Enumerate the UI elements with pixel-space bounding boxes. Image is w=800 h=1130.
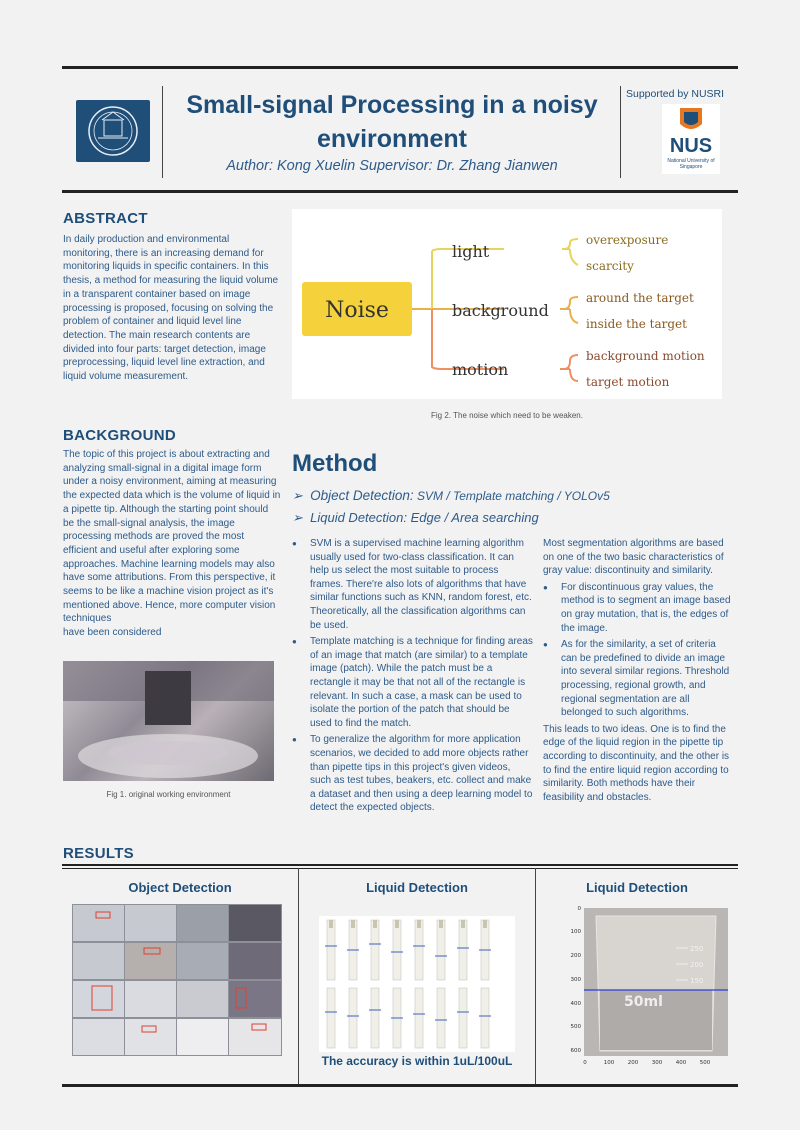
poster-title: Small-signal Processing in a noisy environment (186, 91, 598, 153)
y-tick-600: 600 (570, 1048, 581, 1054)
y-tick-200: 200 (570, 953, 581, 959)
results-object-detection (62, 868, 298, 1084)
fig2-caption: Fig 2. The noise which need to be weaken. (431, 411, 583, 420)
results-liquid-detection-1 (299, 868, 535, 1084)
bullet-template-matching: ● Template matching is a technique for finding areas of an image that match (are similar) to a template image (patch). While the patch must be a rectangle it may be that not all of the rectangle is relevant. In such a case, a mask can be used to isolate the portion of the patch that should be used to find the match. (292, 635, 534, 730)
beaker-text: 50ml (624, 994, 663, 1010)
bullet-discontinuous: ● For discontinuous gray values, the method is to segment an image based on gray mutation, that is, the edges of the image. (543, 581, 733, 635)
abstract-heading: ABSTRACT (63, 210, 148, 227)
segmentation-intro: Most segmentation algorithms are based on one of the two basic characteristics of gray value: discontinuity and similarity. (543, 538, 724, 577)
noise-leaf-around-target: around the target (586, 291, 694, 305)
bullet-generalize: ● To generalize the algorithm for more application scenarios, we decided to add more objects rather than pipette tips in this project's given videos, such as test tubes, beakers, etc. collect and make a dataset and then using a deep learning model to detect the expected objects. (292, 733, 534, 815)
poster-authors: Author: Kong Xuelin Supervisor: Dr. Zhang Jianwen (226, 158, 558, 174)
y-tick-400: 400 (570, 1001, 581, 1007)
pipette-grid (319, 916, 515, 1052)
beaker-mark-150: 150 (690, 977, 704, 985)
fig1-caption: Fig 1. original working environment (106, 790, 231, 799)
noise-diagram (292, 209, 722, 399)
header-divider-left (162, 86, 163, 178)
x-tick-300: 300 (651, 1060, 663, 1066)
y-tick-300: 300 (570, 977, 581, 983)
beaker-mark-250: 250 (690, 945, 704, 953)
method-left-bullets (292, 537, 534, 818)
supported-by: Supported by NUSRI (626, 88, 725, 100)
background-text (63, 448, 281, 640)
bullet-similarity: ● As for the similarity, a set of criteria can be predefined to divide an image into several similar regions. Threshold processing, regional growth, and regional segmentation are all belonged to such algorithms. (543, 638, 733, 720)
method-liquid-detection (292, 510, 539, 526)
noise-branch-background: background (452, 301, 549, 320)
y-tick-100: 100 (570, 929, 581, 935)
results-panel (62, 868, 738, 1086)
method-right-column (543, 537, 733, 804)
noise-leaf-target-motion: target motion (586, 375, 670, 389)
arrow-icon: ➢ (292, 488, 311, 503)
x-tick-100: 100 (603, 1060, 615, 1066)
hit-logo (76, 100, 150, 162)
beaker-plot (566, 906, 732, 1068)
nus-logo (662, 104, 720, 174)
y-tick-0: 0 (577, 906, 581, 912)
results-heading: RESULTS (63, 845, 134, 862)
bullet-svm: ● SVM is a supervised machine learning algorithm usually used for two-class classification. It can help us select the most suitable to process frames. There're also lots of algorithms that have similar functions such as KNN, random forest, etc. Theoretically, all the classification algorithms can be used. (292, 537, 534, 632)
x-tick-0: 0 (583, 1060, 587, 1066)
nus-logo-subtext: National University of Singapore (667, 158, 715, 170)
beaker-mark-200: 200 (690, 961, 704, 969)
results-rule-bottom (62, 1084, 738, 1087)
background-text-main: The topic of this project is about extracting and analyzing small-signal in a digital image form under a noisy environment, aiming at measuring the expected data which is the volume of liquid in a pipette tip. Although the starting point should be the small-signal analysis, the image processing methods are proved the most efficient and useful after exploring some approaches. Machine learning models may also have some attributions. From this perspective, it seems to be like a machine vision project as it's mentioned above. Hence, more computer vision techniques (63, 449, 281, 625)
noise-root-label: Noise (325, 298, 389, 323)
x-tick-400: 400 (675, 1060, 687, 1066)
header-bottom-rule (62, 190, 738, 193)
top-rule-thick (62, 66, 738, 69)
abstract-text: In daily production and environmental monitoring, there is an increasing demand for monitoring liquids in specific containers. In this thesis, a method for measuring the liquid volume in a transparent container based on image processing is proposed, focusing on solving the problem of container and liquid level line detection. The main research contents are divided into four parts: target detection, image preprocessing, liquid level line extraction, and liquid volume measurement. (63, 234, 279, 383)
noise-leaf-overexposure: overexposure (586, 233, 669, 247)
noise-leaf-background-motion: background motion (586, 349, 705, 363)
method-line2: Liquid Detection: Edge / Area searching (310, 510, 539, 525)
liquid-detection-title-1: Liquid Detection (366, 880, 468, 895)
x-tick-200: 200 (627, 1060, 639, 1066)
object-detection-title: Object Detection (128, 880, 232, 895)
method-object-detection (292, 488, 610, 504)
fig1-working-environment-photo (63, 661, 274, 781)
poster-header (62, 72, 738, 190)
accuracy-note: The accuracy is within 1uL/100uL (321, 1054, 513, 1068)
x-tick-500: 500 (699, 1060, 711, 1066)
segmentation-outro: This leads to two ideas. One is to find the edge of the liquid region in the pipette tip according to discontinuity, and the other is to find the entire liquid region according to similarity. Both methods have their feasibility and obstacles. (543, 723, 730, 803)
liquid-detection-title-2: Liquid Detection (586, 880, 688, 895)
background-heading: BACKGROUND (63, 427, 176, 444)
results-liquid-detection-2 (536, 868, 738, 1084)
object-detection-grid (72, 904, 282, 1056)
method-line1-label: Object Detection: (310, 488, 414, 503)
method-line1-rest: SVM / Template matching / YOLOv5 (413, 489, 610, 503)
arrow-icon: ➢ (292, 510, 311, 525)
noise-leaf-scarcity: scarcity (586, 259, 634, 273)
results-rule-top (62, 864, 738, 866)
nus-logo-text: NUS (669, 135, 713, 157)
background-text-end: have been considered (63, 627, 162, 639)
method-heading: Method (292, 450, 378, 477)
header-divider-right (620, 86, 621, 178)
y-tick-500: 500 (570, 1024, 581, 1030)
noise-leaf-inside-target: inside the target (586, 317, 687, 331)
noise-branch-light: light (452, 242, 490, 261)
noise-branch-motion: motion (452, 360, 509, 379)
